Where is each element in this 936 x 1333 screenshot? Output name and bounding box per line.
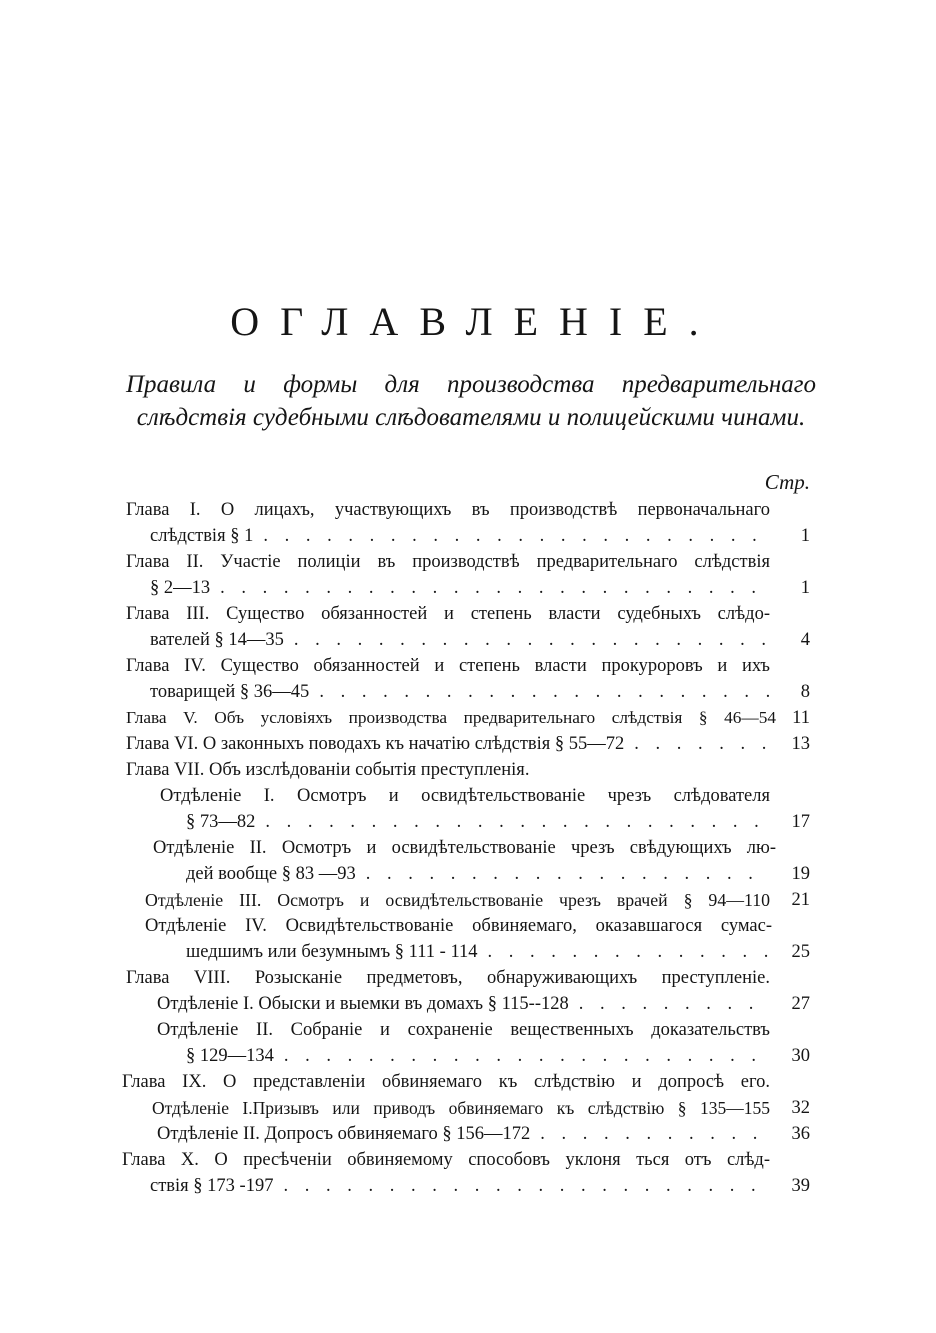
toc-entry-text: Отдѣленіе I. Обыски и выемки въ домахъ § 115--128	[157, 994, 569, 1014]
toc-entry-chapter-9	[122, 1069, 770, 1095]
subtitle: Правила и формы для производства предварительнаго слѣдствія судебными слѣдователями и полицейскими чинами.	[126, 371, 816, 431]
toc-entry-text: Глава VI. О законныхъ поводахъ къ начатію слѣдствія § 55—72	[126, 734, 625, 754]
toc-page-number: 1	[800, 526, 810, 546]
toc-entry-section	[153, 835, 776, 861]
toc-page-number: 11	[792, 708, 810, 728]
toc-entry-text: Глава III. Существо обязанностей и степень власти судебныхъ слѣдо-	[126, 604, 770, 624]
toc-entry-text: слѣдствія § 1	[150, 526, 254, 546]
toc-entry-text: Отдѣленіе I. Осмотръ и освидѣтельствованіе чрезъ слѣдователя	[160, 786, 770, 806]
toc-entry-chapter-8	[126, 965, 770, 991]
toc-entry-section	[160, 783, 770, 809]
toc-page-number: 8	[800, 682, 810, 702]
toc-entry-text: Глава X. О пресѣченіи обвиняемому способовъ уклоня ться отъ слѣд-	[122, 1150, 770, 1170]
toc-entry-text: Глава VIII. Розысканіе предметовъ, обнаруживающихъ преступленіе.	[126, 968, 770, 988]
toc-entry-continuation	[186, 809, 770, 835]
toc-entry-section	[152, 1095, 770, 1121]
dot-leader	[273, 1173, 770, 1199]
dot-leader	[569, 991, 770, 1017]
toc-entry-chapter-7	[126, 757, 770, 783]
page-title: ОГЛАВЛЕНІЕ.	[230, 299, 720, 344]
toc-entry-text: Глава V. Объ условіяхъ производства предварительнаго слѣдствія § 46—54	[126, 708, 776, 727]
toc-page-number: 13	[791, 734, 810, 754]
toc-entry-section	[145, 913, 772, 939]
toc-entry-chapter-1	[126, 497, 770, 523]
toc-entry-continuation	[150, 575, 770, 601]
toc-entry-text: Глава II. Участіе полиціи въ производствѣ предварительнаго слѣдствія	[126, 552, 770, 572]
toc-entry-section	[145, 887, 770, 913]
toc-entry-text: Глава VII. Объ изслѣдованіи событія преступленія.	[126, 760, 530, 780]
toc-entry-chapter-2	[126, 549, 770, 575]
toc-page-number: 1	[800, 578, 810, 598]
toc-entry-text: Отдѣленіе III. Осмотръ и освидѣтельствованіе чрезъ врачей § 94—110	[145, 890, 770, 910]
toc-page-number: 25	[791, 942, 810, 962]
toc-entry-text: Отдѣленіе II. Допросъ обвиняемаго § 156—172	[157, 1124, 531, 1144]
toc-entry-text: Отдѣленіе IV. Освидѣтельствованіе обвиняемаго, оказавшагося сумас-	[145, 916, 772, 936]
toc-page-number: 4	[800, 630, 810, 650]
toc-entry-text: ствія § 173 -197	[150, 1176, 274, 1196]
toc-page-number: 19	[791, 864, 810, 884]
toc-entry-continuation	[150, 679, 770, 705]
toc-entry-text: Отдѣленіе I.Призывъ или приводъ обвиняемаго къ слѣдствію § 135—155	[152, 1098, 770, 1118]
toc-entry-text: § 73—82	[186, 812, 256, 832]
toc-entry-section	[157, 1017, 770, 1043]
dot-leader	[284, 627, 770, 653]
toc-entry-text: дей вообще § 83 —93	[186, 864, 356, 884]
toc-entry-continuation	[186, 1043, 770, 1069]
toc-entry-continuation	[150, 523, 770, 549]
toc-entry-continuation	[150, 1173, 770, 1199]
dot-leader	[253, 523, 770, 549]
dot-leader	[356, 861, 770, 887]
toc-entry-section	[157, 991, 770, 1017]
toc-page-number: 39	[791, 1176, 810, 1196]
toc-entry-text: Глава I. О лицахъ, участвующихъ въ производствѣ первоначальнаго	[126, 500, 770, 520]
dot-leader	[624, 731, 770, 757]
toc-entry-chapter-10	[122, 1147, 770, 1173]
toc-page-number: 21	[791, 890, 810, 910]
dot-leader	[530, 1121, 770, 1147]
toc-entry-chapter-4	[126, 653, 770, 679]
toc-entry-text: Глава IX. О представленіи обвиняемаго къ слѣдствію и допросѣ его.	[122, 1072, 770, 1092]
dot-leader	[274, 1043, 770, 1069]
toc-page-number: 17	[791, 812, 810, 832]
toc-entry-text: Глава IV. Существо обязанностей и степень власти прокуроровъ и ихъ	[126, 656, 770, 676]
toc-page-number: 30	[791, 1046, 810, 1066]
toc-entry-section	[157, 1121, 770, 1147]
toc-page-number: 32	[791, 1098, 810, 1118]
toc-entry-text: вателей § 14—35	[150, 630, 284, 650]
toc-entry-text: § 129—134	[186, 1046, 274, 1066]
page-column-label: Стр.	[764, 470, 810, 494]
dot-leader	[478, 939, 770, 965]
toc-entry-chapter-5	[126, 705, 776, 731]
toc-entry-text: § 2—13	[150, 578, 211, 598]
dot-leader	[210, 575, 770, 601]
toc-entry-chapter-6	[126, 731, 770, 757]
toc-entry-text: Отдѣленіе II. Осмотръ и освидѣтельствованіе чрезъ свѣдующихъ лю-	[153, 838, 776, 858]
toc-entry-text: шедшимъ или безумнымъ § 111 - 114	[186, 942, 478, 962]
toc-page-number: 27	[791, 994, 810, 1014]
toc-page-number: 36	[791, 1124, 810, 1144]
toc-entry-continuation	[150, 627, 770, 653]
toc-entry-text: товарищей § 36—45	[150, 682, 310, 702]
toc-entry-continuation	[186, 861, 770, 887]
dot-leader	[255, 809, 770, 835]
toc-entry-text: Отдѣленіе II. Собраніе и сохраненіе вещественныхъ доказательствъ	[157, 1020, 770, 1040]
toc-entry-continuation	[186, 939, 770, 965]
toc-entry-chapter-3	[126, 601, 770, 627]
dot-leader	[309, 679, 770, 705]
